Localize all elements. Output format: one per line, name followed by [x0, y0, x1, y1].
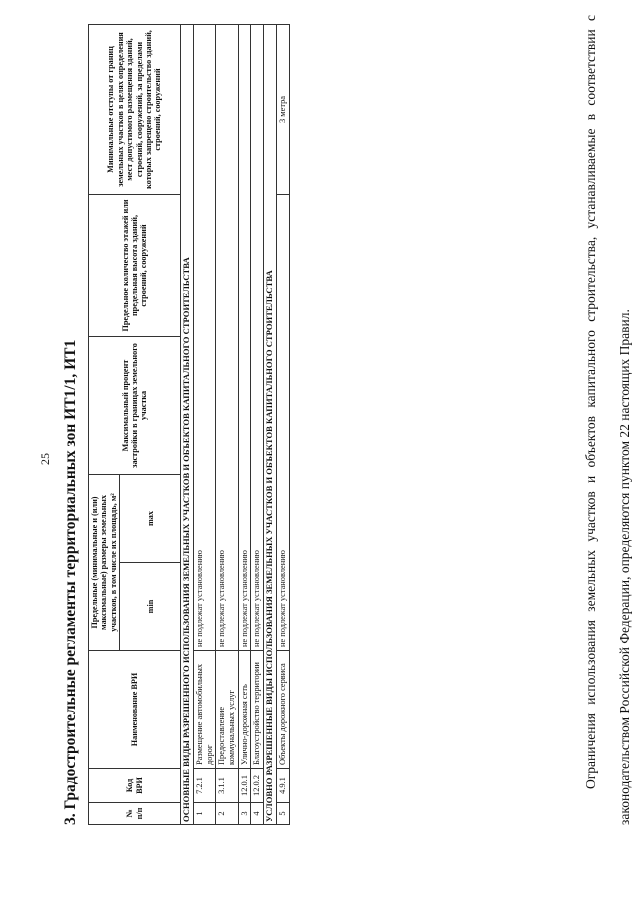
note-paragraph: Ограничения использования земельных участков и объектов капитального строительства, устанавливаемые в соответствии с законодательством Российской Федерации, определяются пунктом 22 настоящих Правил. — [582, 15, 632, 825]
header-setback: Минимальные отступы от границ земельных участков в целях определения мест допустимого размещения зданий, строений, сооружений, за пределами которых запрещено строительство зданий, строений, сооружений — [89, 25, 181, 195]
header-min: min — [120, 563, 181, 651]
header-num: № п/п — [89, 803, 181, 825]
row-code: 3.1.1 — [216, 769, 238, 803]
header-size: Предельные (минимальные и (или) максимальные) размеры земельных участков, в том числе их площадь, м² — [89, 475, 120, 651]
section-main: ОСНОВНЫЕ ВИДЫ РАЗРЕШЕННОГО ИСПОЛЬЗОВАНИЯ ЗЕМЕЛЬНЫХ УЧАСТКОВ И ОБЪЕКТОВ КАПИТАЛЬНОГО СТРОИТЕЛЬСТВА — [181, 25, 194, 825]
row-code: 12.0.1 — [238, 769, 251, 803]
section-title: 3. Градостроительные регламенты территориальных зон ИТ1/1, ИТ1 — [62, 339, 79, 825]
table-row — [251, 25, 264, 825]
regulations-table — [88, 24, 290, 825]
row-num: 5 — [276, 803, 289, 825]
header-max: max — [120, 475, 181, 563]
row-value: не подлежат установлению — [251, 25, 264, 651]
row-name: Улично-дорожная сеть — [238, 651, 251, 769]
header-name: Наименование ВРИ — [89, 651, 181, 769]
section-conditional-row — [264, 25, 277, 825]
row-code: 12.0.2 — [251, 769, 264, 803]
row-value: не подлежат установлению — [216, 25, 238, 651]
row-value: не подлежат установлению — [238, 25, 251, 651]
table-row — [216, 25, 238, 825]
row-num: 2 — [216, 803, 238, 825]
row-value: не подлежат установлению — [276, 195, 289, 651]
row-num: 4 — [251, 803, 264, 825]
header-code: Код ВРИ — [89, 769, 181, 803]
section-main-row — [181, 25, 194, 825]
row-value: не подлежат установлению — [194, 25, 216, 651]
page-number: 25 — [38, 453, 52, 465]
row-name: Объекты дорожного сервиса — [276, 651, 289, 769]
header-percent: Максимальный процент застройки в границах земельного участка — [89, 337, 181, 475]
header-floors: Предельное количество этажей или предельная высота зданий, строений, сооружений — [89, 195, 181, 337]
table-row — [276, 25, 289, 825]
row-name: Благоустройство территории — [251, 651, 264, 769]
row-code: 7.2.1 — [194, 769, 216, 803]
row-num: 1 — [194, 803, 216, 825]
header-row — [89, 25, 120, 825]
section-conditional: УСЛОВНО РАЗРЕШЕННЫЕ ВИДЫ ИСПОЛЬЗОВАНИЯ ЗЕМЕЛЬНЫХ УЧАСТКОВ И ОБЪЕКТОВ КАПИТАЛЬНОГО СТРОИТЕЛЬСТВА — [264, 25, 277, 825]
row-num: 3 — [238, 803, 251, 825]
row-code: 4.9.1 — [276, 769, 289, 803]
row-setback: 3 метра — [276, 25, 289, 195]
table-row — [194, 25, 216, 825]
row-name: Предоставление коммунальных услуг — [216, 651, 238, 769]
row-name: Размещение автомобильных дорог — [194, 651, 216, 769]
table-row — [238, 25, 251, 825]
